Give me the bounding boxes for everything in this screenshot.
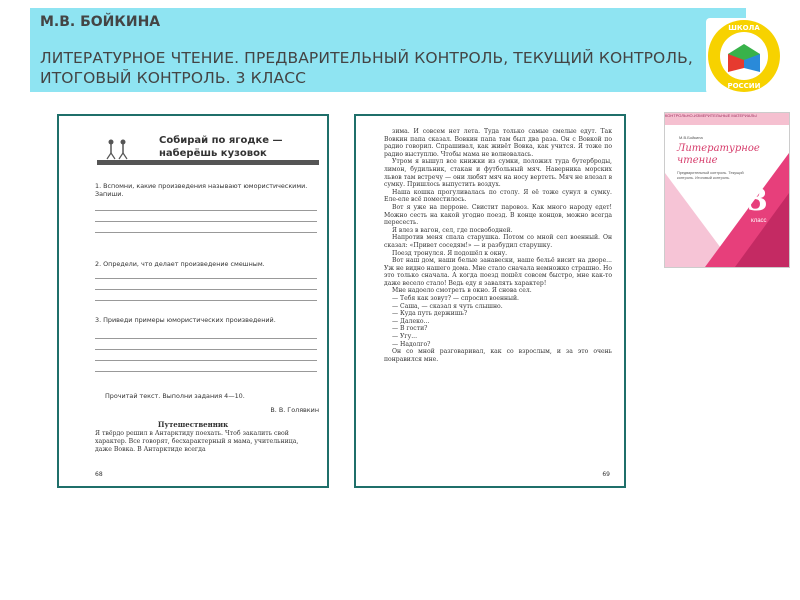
paragraph: Напротив меня спала старушка. Потом со мной сел военный. Он сказал: «Привет соседям!» — и разбудил старушку. [384, 234, 612, 249]
workbook-page-left [57, 114, 329, 488]
paragraph: Наша кошка прогуливалась по столу. Я её тоже сунул в сумку. Еле-еле всё поместилось. [384, 188, 612, 204]
dialogue-line: — Тебя как зовут? — спросил военный. [392, 295, 519, 303]
cover-title-line-2: чтение [677, 155, 718, 166]
svg-text:ШКОЛА: ШКОЛА [728, 24, 760, 32]
cover-grade-label: класс [751, 218, 767, 224]
page-number-right: 69 [602, 471, 610, 478]
story-text: Я твёрдо решил в Антарктиду поехать. Чтоб закалить свой характер. Все говорят, бесхарактерный я мама, учительница, даже Вовка. В Антарктиде всегда [95, 430, 299, 453]
story-title: Путешественник [157, 420, 229, 429]
answer-lines-3 [95, 328, 317, 372]
cover-grade: 3 [747, 183, 768, 218]
story-author: В. В. Голявкин [270, 406, 319, 414]
svg-text:РОССИИ: РОССИИ [727, 82, 761, 90]
cover-title-line-1: Литературное [677, 143, 760, 154]
heading-divider [97, 160, 319, 165]
cover-author: М.В.Бойкина [679, 135, 703, 140]
paragraph: Утром я вышул все книжки из сумки, положил туда бутерброды, лимон, будильник, стакан и футбольный мяч. Наверника морских львов там встречу — они любят мяч на носу вертеть. Мяч не влезал в сумку. Пришлось выпустить воздух. [384, 158, 612, 189]
section-heading-line-1: Собирай по ягодке — [159, 135, 283, 146]
paragraph: Мне надоело смотреть в окно. Я снова сел. [392, 287, 532, 295]
title-banner [30, 8, 746, 92]
dialogue-line: — В гости? [392, 325, 428, 333]
author-name: М.В. БОЙКИНА [40, 14, 161, 30]
task-2: 2. Определи, что делает произведение смешным. [95, 260, 265, 268]
workbook-page-right [354, 114, 626, 488]
cover-band: КОНТРОЛЬНО-ИЗМЕРИТЕЛЬНЫЕ МАТЕРИАЛЫ [665, 113, 789, 125]
reading-instruction: Прочитай текст. Выполни задания 4—10. [105, 392, 245, 400]
page-number-left: 68 [95, 471, 103, 478]
section-heading [159, 134, 283, 160]
answer-lines-1 [95, 200, 317, 233]
book-title: ЛИТЕРАТУРНОЕ ЧТЕНИЕ. ПРЕДВАРИТЕЛЬНЫЙ КОНТРОЛЬ, ТЕКУЩИЙ КОНТРОЛЬ, ИТОГОВЫЙ КОНТРОЛЬ. 3 КЛАСС [40, 49, 693, 87]
book-cover [664, 112, 790, 268]
paragraph: Вот я уже на перроне. Свистит паровоз. Как много народу едет! Можно сесть на какой угодно поезд. В конце концов, можно всегда пересесть. [384, 203, 612, 227]
paragraph: Я влез в вагон, сел, где посвободней. [392, 226, 513, 234]
answer-lines-2 [95, 268, 317, 301]
dialogue-line: — Далеко... [392, 317, 430, 325]
paragraph: зима. И совсем нет лета. Туда только самые смелые едут. Так Вовкин папа сказал. Вовкин папа там был два раза. Он с Вовкой по радио говорил. Спрашивал, как живёт Вовка, как учится. Я тоже по радио выступлю. Чтобы мама не волновалась. [384, 128, 612, 158]
task-3: 3. Приведи примеры юмористических произведений. [95, 316, 276, 324]
section-heading-line-2: наберёшь кузовок [159, 148, 267, 159]
cover-title [677, 143, 777, 167]
dialogue-line: — Куда путь держишь? [392, 310, 468, 318]
cover-description: Предварительный контроль. Текущий контроль. Итоговый контроль. [677, 171, 744, 180]
paragraph: Он со мной разговаривал, как со взрослым, и за это очень понравился мне. [384, 348, 612, 363]
school-logo-icon [706, 18, 782, 94]
school-of-russia-logo [706, 18, 782, 94]
story-continuation [384, 128, 612, 363]
dialogue-line: — Саша, — сказал я чуть слышно. [392, 302, 503, 310]
children-running-icon [105, 138, 133, 160]
dialogue-line: — Надолго? [392, 340, 431, 348]
paragraph: Поезд тронулся. Я подошёл к окну. [392, 249, 508, 257]
task-1: 1. Вспомни, какие произведения называют юмористическими. Запиши. [95, 182, 308, 198]
paragraph: Вот наш дом, наши белые занавески, наше бельё висит на дворе... Уж не видно нашего дома. Мне стало сначала немножко страшно. Но это только сначала. А когда поезд пошёл совсем быстро, мне как-то даже весело стало! Ведь еду я завалять характер! [384, 257, 612, 287]
dialogue-line: — Угу... [392, 333, 418, 341]
